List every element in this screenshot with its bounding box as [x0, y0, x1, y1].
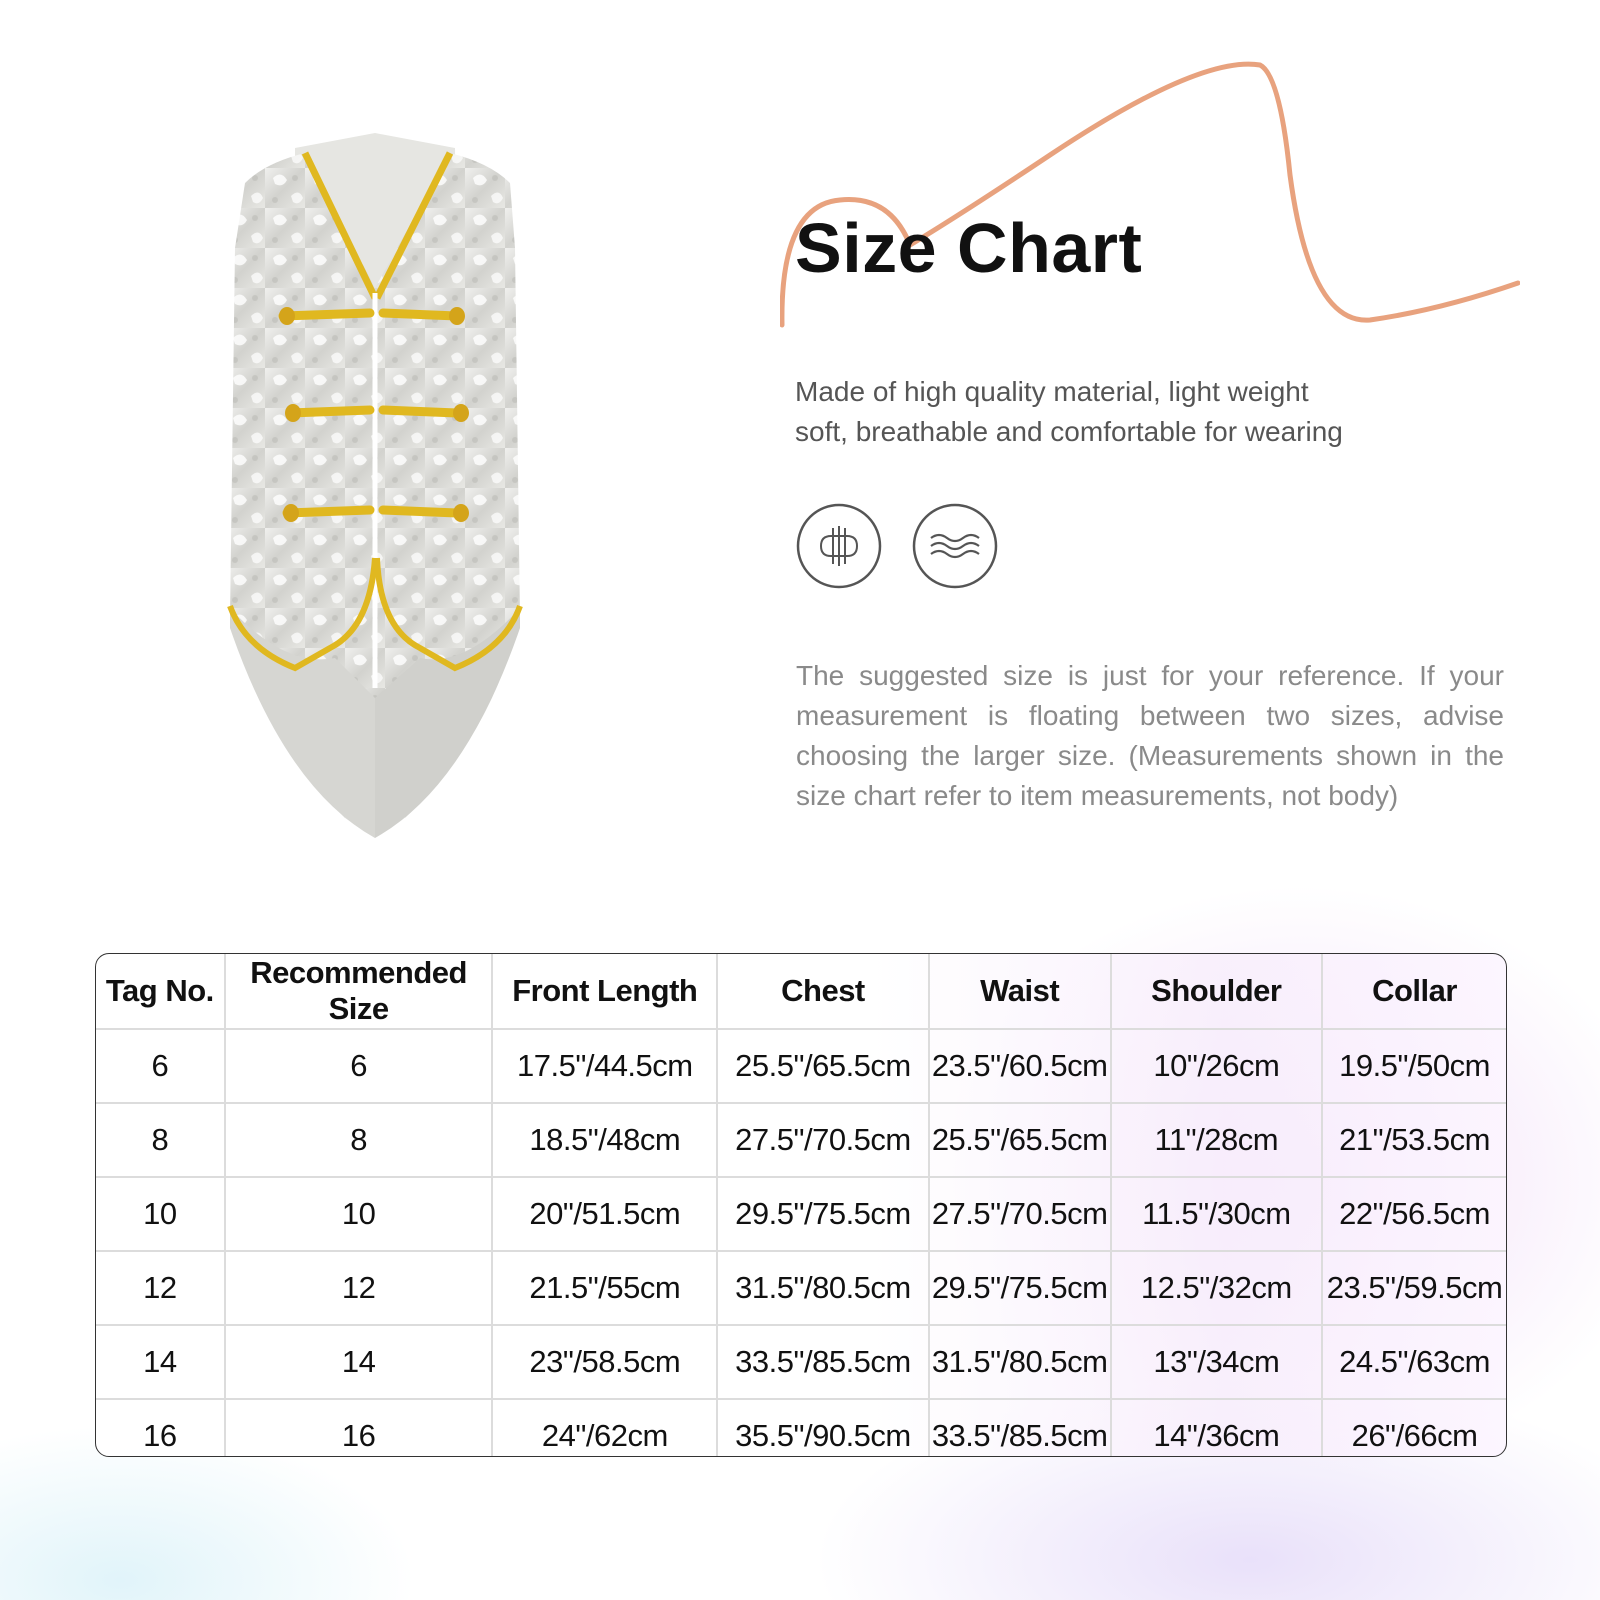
table-row [96, 1177, 1506, 1251]
table-cell: 33.5"/85.5cm [717, 1325, 929, 1399]
table-cell: 12.5"/32cm [1111, 1251, 1323, 1325]
table-cell: 8 [96, 1103, 225, 1177]
size-table [96, 954, 1506, 1457]
table-cell: 31.5"/80.5cm [929, 1325, 1111, 1399]
table-cell: 31.5"/80.5cm [717, 1251, 929, 1325]
table-cell: 25.5"/65.5cm [717, 1029, 929, 1103]
table-cell: 14 [96, 1325, 225, 1399]
size-table-container [95, 953, 1507, 1457]
header-waist: Waist [929, 954, 1111, 1029]
table-cell: 18.5"/48cm [492, 1103, 717, 1177]
table-cell: 14 [225, 1325, 493, 1399]
table-cell: 20"/51.5cm [492, 1177, 717, 1251]
table-cell: 27.5"/70.5cm [717, 1103, 929, 1177]
table-header-row [96, 954, 1506, 1029]
table-cell: 10 [225, 1177, 493, 1251]
table-row [96, 1029, 1506, 1103]
decorative-swoosh [780, 55, 1520, 355]
size-note: The suggested size is just for your reference. If your measurement is floating between two sizes, advise choosing the larger size. (Measurements shown in the size chart refer to item measurements, not body) [796, 660, 1504, 811]
table-cell: 35.5"/90.5cm [717, 1399, 929, 1457]
table-cell: 13"/34cm [1111, 1325, 1323, 1399]
table-cell: 25.5"/65.5cm [929, 1103, 1111, 1177]
vest-illustration [225, 128, 530, 863]
table-cell: 21.5"/55cm [492, 1251, 717, 1325]
table-cell: 24"/62cm [492, 1399, 717, 1457]
table-cell: 23.5"/59.5cm [1322, 1251, 1506, 1325]
table-cell: 10 [96, 1177, 225, 1251]
table-cell: 26"/66cm [1322, 1399, 1506, 1457]
table-cell: 14"/36cm [1111, 1399, 1323, 1457]
table-cell: 22"/56.5cm [1322, 1177, 1506, 1251]
table-row [96, 1325, 1506, 1399]
table-cell: 29.5"/75.5cm [717, 1177, 929, 1251]
table-cell: 33.5"/85.5cm [929, 1399, 1111, 1457]
header-recommended-size: Recommended Size [225, 954, 493, 1029]
table-cell: 23.5"/60.5cm [929, 1029, 1111, 1103]
table-cell: 19.5"/50cm [1322, 1029, 1506, 1103]
header-front-length: Front Length [492, 954, 717, 1029]
feature-icons [795, 502, 999, 590]
table-cell: 11"/28cm [1111, 1103, 1323, 1177]
soft-wave-icon [911, 502, 999, 590]
header-shoulder: Shoulder [1111, 954, 1323, 1029]
table-cell: 21"/53.5cm [1322, 1103, 1506, 1177]
product-image-vest [225, 128, 530, 863]
table-cell: 17.5"/44.5cm [492, 1029, 717, 1103]
table-cell: 6 [96, 1029, 225, 1103]
product-description [795, 372, 1415, 452]
table-cell: 29.5"/75.5cm [929, 1251, 1111, 1325]
table-row [96, 1103, 1506, 1177]
table-cell: 11.5"/30cm [1111, 1177, 1323, 1251]
table-cell: 23"/58.5cm [492, 1325, 717, 1399]
breathable-fabric-icon [795, 502, 883, 590]
header-collar: Collar [1322, 954, 1506, 1029]
table-cell: 27.5"/70.5cm [929, 1177, 1111, 1251]
header-tag-no: Tag No. [96, 954, 225, 1029]
page-title: Size Chart [795, 209, 1143, 287]
table-cell: 10"/26cm [1111, 1029, 1323, 1103]
table-cell: 12 [225, 1251, 493, 1325]
description-line-1: Made of high quality material, light weight [795, 376, 1309, 407]
table-row [96, 1399, 1506, 1457]
header-chest: Chest [717, 954, 929, 1029]
table-cell: 8 [225, 1103, 493, 1177]
table-cell: 24.5"/63cm [1322, 1325, 1506, 1399]
table-row [96, 1251, 1506, 1325]
table-cell: 16 [225, 1399, 493, 1457]
table-cell: 16 [96, 1399, 225, 1457]
table-cell: 6 [225, 1029, 493, 1103]
description-line-2: soft, breathable and comfortable for wearing [795, 416, 1343, 447]
table-cell: 12 [96, 1251, 225, 1325]
